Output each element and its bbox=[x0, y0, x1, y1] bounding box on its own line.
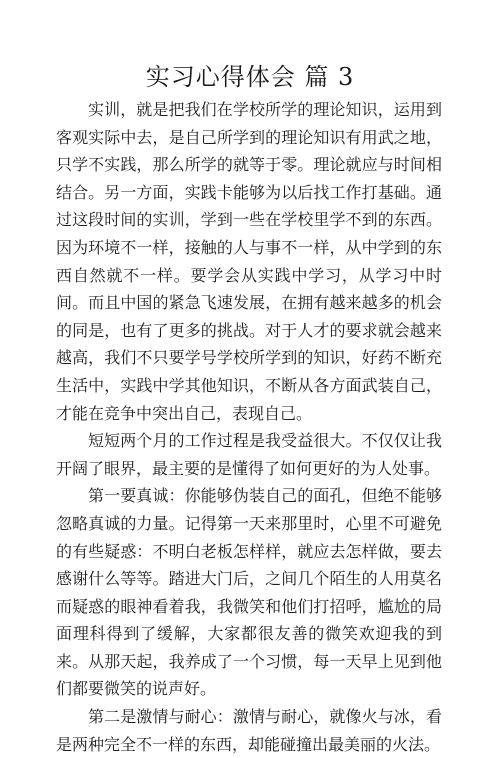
paragraph-2: 短短两个月的工作过程是我受益很大。不仅仅让我开阔了眼界，最主要的是懂得了如何更好的为人处事。 bbox=[56, 431, 442, 478]
document-body bbox=[56, 96, 442, 758]
paragraph-4: 第二是激情与耐心：激情与耐心，就像火与冰，看是两种完全不一样的东西，却能碰撞出最美丽的火法。 bbox=[56, 707, 442, 754]
document-title: 实习心得体会 篇 3 bbox=[145, 63, 355, 91]
paragraph-1: 实训，就是把我们在学校所学的理论知识，运用到客观实际中去，是自己所学到的理论知识有用武之地，只学不实践，那么所学的就等于零。理论就应与时间相结合。另一方面，实践卡能够为以后找工作打基础。通过这段时间的实训，学到一些在学校里学不到的东西。因为环境不一样，接触的人与事不一样，从中学到的东西自然就不一样。要学会从实践中学习，从学习中时间。而且中国的紧急飞速发展，在拥有越来越多的机会的同是，也有了更多的挑战。对于人才的要求就会越来越高，我们不只要学号学校所学到的知识，好药不断充生活中，实践中学其他知识，不断从各方面武装自己，才能在竞争中突出自己，表现自己。 bbox=[56, 100, 442, 423]
paragraph-3: 第一要真诚：你能够伪装自己的面孔，但绝不能够忽略真诚的力量。记得第一天来那里时，心里不可避免的有些疑惑：不明白老板怎样样，就应去怎样做，要去感谢什么等等。踏进大门后，之间几个陌生的人用莫名而疑惑的眼神看着我，我微笑和他们打招呼，尴尬的局面理科得到了缓解，大家都很友善的微笑欢迎我的到来。从那天起，我养成了一个习惯，每一天早上见到他们都要微笑的说声好。 bbox=[56, 486, 442, 699]
